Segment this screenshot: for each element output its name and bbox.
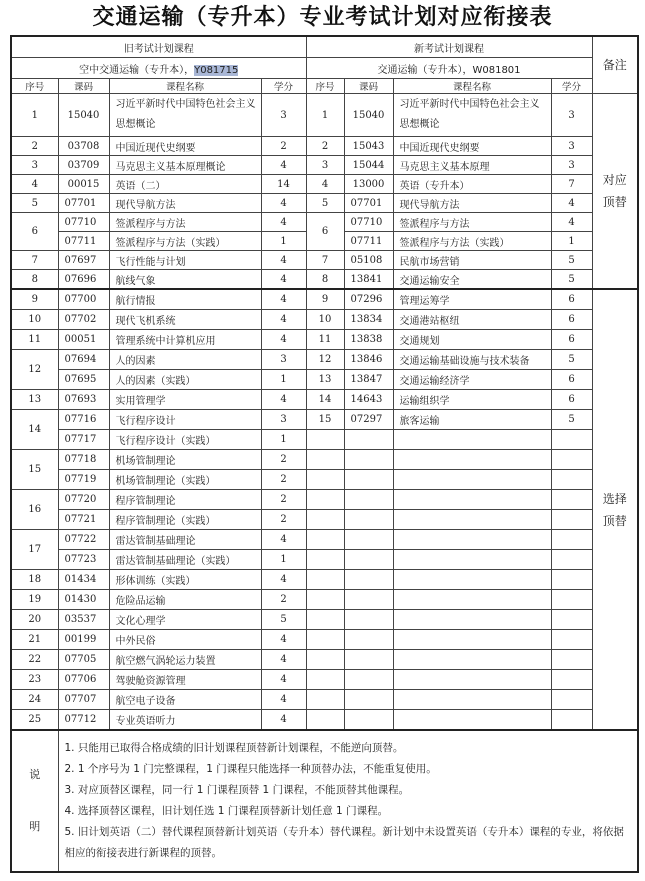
new-course-code: 13838 <box>344 330 393 350</box>
old-course-code: 07711 <box>58 232 109 251</box>
table-row <box>11 289 638 310</box>
new-course-credit: 3 <box>551 94 592 137</box>
note-item: 2. 1 个序号为 1 门完整课程，1 门课程只能选择一种顶替办法，不能重复使用。 <box>64 763 437 775</box>
table-row <box>11 137 638 156</box>
new-course-code: 07297 <box>344 410 393 430</box>
new-empty-cell <box>306 650 344 670</box>
new-empty-cell <box>393 510 551 530</box>
table-row <box>11 470 638 490</box>
new-empty-cell <box>551 650 592 670</box>
table-row <box>11 94 638 137</box>
old-major-name: 空中交通运输（专升本）， <box>79 64 195 76</box>
old-course-credit: 4 <box>261 270 306 290</box>
old-course-name: 现代导航方法 <box>109 194 261 213</box>
new-course-code: 07701 <box>344 194 393 213</box>
new-empty-cell <box>344 570 393 590</box>
old-course-credit: 3 <box>261 410 306 430</box>
old-course-name: 英语（二） <box>109 175 261 194</box>
new-course-code: 13847 <box>344 370 393 390</box>
table-row <box>11 490 638 510</box>
new-empty-cell <box>393 630 551 650</box>
new-course-name: 民航市场营销 <box>393 251 551 270</box>
new-course-credit: 6 <box>551 390 592 410</box>
old-course-code: 07716 <box>58 410 109 430</box>
table-row <box>11 194 638 213</box>
table-row <box>11 650 638 670</box>
col-seq: 序号 <box>11 79 58 94</box>
new-empty-cell <box>551 510 592 530</box>
new-course-credit: 7 <box>551 175 592 194</box>
new-empty-cell <box>393 610 551 630</box>
old-course-credit: 1 <box>261 370 306 390</box>
old-course-name: 签派程序与方法（实践） <box>109 232 261 251</box>
old-seq: 21 <box>11 630 58 650</box>
old-course-name: 程序管制理论（实践） <box>109 510 261 530</box>
new-empty-cell <box>344 610 393 630</box>
new-empty-cell <box>306 530 344 550</box>
new-course-name: 交通规划 <box>393 330 551 350</box>
note-item: 1. 只能用已取得合格成绩的旧计划课程顶替新计划课程，不能逆向顶替。 <box>64 742 404 754</box>
new-course-name: 英语（专升本） <box>393 175 551 194</box>
old-course-name: 程序管制理论 <box>109 490 261 510</box>
new-empty-cell <box>551 490 592 510</box>
new-course-name: 旅客运输 <box>393 410 551 430</box>
new-empty-cell <box>306 590 344 610</box>
old-course-name: 管理系统中计算机应用 <box>109 330 261 350</box>
new-seq: 9 <box>306 289 344 310</box>
new-empty-cell <box>344 630 393 650</box>
old-course-code: 07723 <box>58 550 109 570</box>
new-empty-cell <box>306 670 344 690</box>
old-course-name: 驾驶舱资源管理 <box>109 670 261 690</box>
old-course-name: 形体训练（实践） <box>109 570 261 590</box>
old-course-code: 01434 <box>58 570 109 590</box>
new-course-name: 交通港站枢纽 <box>393 310 551 330</box>
table-row <box>11 390 638 410</box>
table-row <box>11 350 638 370</box>
old-course-credit: 1 <box>261 430 306 450</box>
new-empty-cell <box>306 550 344 570</box>
old-course-name: 现代飞机系统 <box>109 310 261 330</box>
old-course-credit: 4 <box>261 530 306 550</box>
notes-content <box>58 730 638 872</box>
new-course-credit: 6 <box>551 310 592 330</box>
old-course-name: 实用管理学 <box>109 390 261 410</box>
old-course-name: 专业英语听力 <box>109 710 261 731</box>
old-course-code: 07706 <box>58 670 109 690</box>
new-empty-cell <box>306 690 344 710</box>
new-course-code: 15044 <box>344 156 393 175</box>
col-credit: 学分 <box>261 79 306 94</box>
old-course-credit: 4 <box>261 213 306 232</box>
old-course-credit: 4 <box>261 310 306 330</box>
old-course-credit: 3 <box>261 94 306 137</box>
old-course-credit: 4 <box>261 630 306 650</box>
new-empty-cell <box>344 430 393 450</box>
old-course-code: 07719 <box>58 470 109 490</box>
new-empty-cell <box>344 550 393 570</box>
new-empty-cell <box>551 550 592 570</box>
old-course-name: 雷达管制基础理论 <box>109 530 261 550</box>
new-course-credit: 1 <box>551 232 592 251</box>
old-course-name: 签派程序与方法 <box>109 213 261 232</box>
new-empty-cell <box>393 430 551 450</box>
old-course-name: 习近平新时代中国特色社会主义思想概论 <box>109 94 261 137</box>
col-code: 课码 <box>344 79 393 94</box>
new-empty-cell <box>551 610 592 630</box>
old-course-code: 07712 <box>58 710 109 731</box>
old-course-credit: 5 <box>261 610 306 630</box>
new-plan-header: 新考试计划课程 <box>306 36 592 58</box>
new-empty-cell <box>344 690 393 710</box>
old-seq: 20 <box>11 610 58 630</box>
old-course-credit: 2 <box>261 590 306 610</box>
old-seq: 14 <box>11 410 58 450</box>
new-seq: 5 <box>306 194 344 213</box>
new-empty-cell <box>551 590 592 610</box>
old-course-credit: 14 <box>261 175 306 194</box>
old-course-credit: 3 <box>261 350 306 370</box>
new-seq: 13 <box>306 370 344 390</box>
old-course-credit: 4 <box>261 650 306 670</box>
new-seq: 8 <box>306 270 344 290</box>
table-row <box>11 570 638 590</box>
new-empty-cell <box>393 530 551 550</box>
old-course-code: 00199 <box>58 630 109 650</box>
old-course-name: 中国近现代史纲要 <box>109 137 261 156</box>
old-course-credit: 2 <box>261 490 306 510</box>
new-empty-cell <box>551 690 592 710</box>
new-course-name: 交通运输安全 <box>393 270 551 290</box>
new-seq: 2 <box>306 137 344 156</box>
old-seq: 13 <box>11 390 58 410</box>
new-course-credit: 5 <box>551 270 592 290</box>
new-seq: 6 <box>306 213 344 251</box>
old-course-credit: 1 <box>261 232 306 251</box>
old-course-name: 航空燃气涡轮运力装置 <box>109 650 261 670</box>
old-course-code: 07700 <box>58 289 109 310</box>
table-row <box>11 270 638 290</box>
table-row <box>11 310 638 330</box>
old-course-credit: 4 <box>261 710 306 731</box>
new-empty-cell <box>551 570 592 590</box>
old-course-credit: 4 <box>261 670 306 690</box>
old-seq: 15 <box>11 450 58 490</box>
new-empty-cell <box>393 690 551 710</box>
old-course-code: 07696 <box>58 270 109 290</box>
new-course-credit: 4 <box>551 194 592 213</box>
old-course-code: 03709 <box>58 156 109 175</box>
old-course-code: 07717 <box>58 430 109 450</box>
new-course-credit: 5 <box>551 350 592 370</box>
new-major: 交通运输（专升本），W081801 <box>306 58 592 79</box>
old-course-code: 07710 <box>58 213 109 232</box>
old-course-name: 中外民俗 <box>109 630 261 650</box>
old-course-credit: 4 <box>261 289 306 310</box>
new-course-code: 15040 <box>344 94 393 137</box>
old-course-name: 飞行程序设计（实践） <box>109 430 261 450</box>
new-empty-cell <box>393 450 551 470</box>
old-plan-header: 旧考试计划课程 <box>11 36 306 58</box>
old-seq: 16 <box>11 490 58 530</box>
new-course-credit: 5 <box>551 410 592 430</box>
old-course-credit: 2 <box>261 450 306 470</box>
course-mapping-table <box>10 35 639 873</box>
old-seq: 9 <box>11 289 58 310</box>
old-seq: 5 <box>11 194 58 213</box>
old-seq: 19 <box>11 590 58 610</box>
new-course-name: 交通运输基础设施与技术装备 <box>393 350 551 370</box>
old-course-name: 飞行性能与计划 <box>109 251 261 270</box>
old-seq: 10 <box>11 310 58 330</box>
old-course-code: 07701 <box>58 194 109 213</box>
table-row <box>11 450 638 470</box>
new-empty-cell <box>344 490 393 510</box>
old-course-name: 航行情报 <box>109 289 261 310</box>
new-course-code: 07711 <box>344 232 393 251</box>
new-course-credit: 5 <box>551 251 592 270</box>
old-course-code: 07705 <box>58 650 109 670</box>
old-course-credit: 1 <box>261 550 306 570</box>
old-course-credit: 2 <box>261 137 306 156</box>
old-course-name: 危险品运输 <box>109 590 261 610</box>
new-course-name: 管理运筹学 <box>393 289 551 310</box>
new-empty-cell <box>393 670 551 690</box>
old-course-name: 人的因素（实践） <box>109 370 261 390</box>
new-seq: 15 <box>306 410 344 430</box>
old-course-name: 马克思主义基本原理概论 <box>109 156 261 175</box>
old-course-credit: 4 <box>261 330 306 350</box>
old-seq: 4 <box>11 175 58 194</box>
new-seq: 10 <box>306 310 344 330</box>
col-credit: 学分 <box>551 79 592 94</box>
old-course-code: 07720 <box>58 490 109 510</box>
table-row <box>11 610 638 630</box>
old-major <box>11 58 306 79</box>
new-empty-cell <box>551 430 592 450</box>
new-course-name: 习近平新时代中国特色社会主义思想概论 <box>393 94 551 137</box>
new-empty-cell <box>306 470 344 490</box>
new-course-name: 交通运输经济学 <box>393 370 551 390</box>
new-course-name: 现代导航方法 <box>393 194 551 213</box>
old-course-credit: 4 <box>261 690 306 710</box>
old-seq: 7 <box>11 251 58 270</box>
new-empty-cell <box>551 710 592 731</box>
old-seq: 25 <box>11 710 58 731</box>
old-course-code: 07702 <box>58 310 109 330</box>
new-course-code: 07296 <box>344 289 393 310</box>
old-seq: 17 <box>11 530 58 570</box>
new-empty-cell <box>306 490 344 510</box>
table-row <box>11 370 638 390</box>
new-course-code: 13846 <box>344 350 393 370</box>
old-seq: 18 <box>11 570 58 590</box>
new-course-code: 15043 <box>344 137 393 156</box>
old-course-code: 07721 <box>58 510 109 530</box>
remark-corresponding: 对应顶替 <box>592 94 638 290</box>
table-row <box>11 410 638 430</box>
old-course-code: 00051 <box>58 330 109 350</box>
remark-selective: 选择顶替 <box>592 289 638 730</box>
old-course-credit: 4 <box>261 390 306 410</box>
old-course-name: 雷达管制基础理论（实践） <box>109 550 261 570</box>
new-course-credit: 6 <box>551 289 592 310</box>
table-row <box>11 710 638 731</box>
new-empty-cell <box>393 650 551 670</box>
new-seq: 1 <box>306 94 344 137</box>
new-seq: 12 <box>306 350 344 370</box>
old-seq: 3 <box>11 156 58 175</box>
new-empty-cell <box>551 450 592 470</box>
new-empty-cell <box>306 630 344 650</box>
page-title: 交通运输（专升本）专业考试计划对应衔接表 <box>92 5 553 30</box>
new-empty-cell <box>344 670 393 690</box>
old-course-credit: 2 <box>261 470 306 490</box>
new-seq: 11 <box>306 330 344 350</box>
old-course-code: 15040 <box>58 94 109 137</box>
note-item: 5. 旧计划英语（二）替代课程顶替新计划英语（专升本）替代课程。新计划中未设置英语（专升本）课程的专业，将依据相应的衔接表进行新课程的顶替。 <box>64 826 624 859</box>
new-empty-cell <box>344 450 393 470</box>
old-course-credit: 2 <box>261 510 306 530</box>
table-row <box>11 590 638 610</box>
old-course-name: 文化心理学 <box>109 610 261 630</box>
old-course-credit: 4 <box>261 570 306 590</box>
new-empty-cell <box>344 510 393 530</box>
table-row <box>11 330 638 350</box>
old-seq: 24 <box>11 690 58 710</box>
new-seq: 7 <box>306 251 344 270</box>
new-seq: 14 <box>306 390 344 410</box>
old-course-code: 03708 <box>58 137 109 156</box>
new-seq: 4 <box>306 175 344 194</box>
new-empty-cell <box>393 550 551 570</box>
old-course-code: 01430 <box>58 590 109 610</box>
table-row <box>11 630 638 650</box>
old-course-name: 人的因素 <box>109 350 261 370</box>
new-course-credit: 6 <box>551 330 592 350</box>
new-empty-cell <box>306 510 344 530</box>
new-course-code: 07710 <box>344 213 393 232</box>
new-empty-cell <box>393 590 551 610</box>
table-row <box>11 530 638 550</box>
note-item: 4. 选择顶替区课程，旧计划任选 1 门课程顶替新计划任意 1 门课程。 <box>64 805 389 817</box>
table-row <box>11 175 638 194</box>
old-course-name: 航线气象 <box>109 270 261 290</box>
remark-header: 备注 <box>592 36 638 94</box>
old-seq: 11 <box>11 330 58 350</box>
old-seq: 12 <box>11 350 58 390</box>
new-empty-cell <box>344 650 393 670</box>
new-course-credit: 3 <box>551 156 592 175</box>
new-course-code: 05108 <box>344 251 393 270</box>
old-course-code: 07697 <box>58 251 109 270</box>
new-empty-cell <box>551 470 592 490</box>
old-seq: 6 <box>11 213 58 251</box>
new-empty-cell <box>393 490 551 510</box>
old-course-code: 03537 <box>58 610 109 630</box>
new-empty-cell <box>306 610 344 630</box>
col-seq: 序号 <box>306 79 344 94</box>
old-course-code: 07718 <box>58 450 109 470</box>
new-course-code: 13000 <box>344 175 393 194</box>
old-seq: 22 <box>11 650 58 670</box>
old-major-code: Y081715 <box>194 64 239 76</box>
new-course-name: 马克思主义基本原理 <box>393 156 551 175</box>
new-empty-cell <box>344 530 393 550</box>
new-course-code: 13834 <box>344 310 393 330</box>
new-empty-cell <box>306 450 344 470</box>
notes-row <box>11 730 638 872</box>
new-course-name: 签派程序与方法 <box>393 213 551 232</box>
new-course-credit: 4 <box>551 213 592 232</box>
old-course-code: 07707 <box>58 690 109 710</box>
new-empty-cell <box>306 710 344 731</box>
table-row <box>11 550 638 570</box>
old-course-code: 07693 <box>58 390 109 410</box>
old-seq: 2 <box>11 137 58 156</box>
table-row <box>11 430 638 450</box>
old-course-code: 00015 <box>58 175 109 194</box>
new-empty-cell <box>306 570 344 590</box>
old-course-name: 飞行程序设计 <box>109 410 261 430</box>
new-empty-cell <box>344 710 393 731</box>
new-course-name: 运输组织学 <box>393 390 551 410</box>
new-course-code: 13841 <box>344 270 393 290</box>
new-empty-cell <box>393 570 551 590</box>
old-course-name: 航空电子设备 <box>109 690 261 710</box>
old-course-credit: 4 <box>261 156 306 175</box>
new-course-credit: 3 <box>551 137 592 156</box>
new-empty-cell <box>551 630 592 650</box>
old-seq: 23 <box>11 670 58 690</box>
new-empty-cell <box>551 530 592 550</box>
new-empty-cell <box>344 590 393 610</box>
col-name: 课程名称 <box>109 79 261 94</box>
table-row <box>11 670 638 690</box>
new-seq: 3 <box>306 156 344 175</box>
table-row <box>11 251 638 270</box>
table-row <box>11 213 638 232</box>
old-course-code: 07722 <box>58 530 109 550</box>
table-row <box>11 690 638 710</box>
table-row <box>11 156 638 175</box>
new-course-code: 14643 <box>344 390 393 410</box>
new-empty-cell <box>306 430 344 450</box>
new-empty-cell <box>344 470 393 490</box>
old-course-credit: 4 <box>261 251 306 270</box>
old-course-code: 07695 <box>58 370 109 390</box>
notes-label: 说 明 <box>11 730 58 872</box>
new-empty-cell <box>551 670 592 690</box>
new-empty-cell <box>393 470 551 490</box>
old-course-name: 机场管制理论 <box>109 450 261 470</box>
table-row <box>11 510 638 530</box>
new-empty-cell <box>393 710 551 731</box>
old-course-code: 07694 <box>58 350 109 370</box>
old-course-name: 机场管制理论（实践） <box>109 470 261 490</box>
col-name: 课程名称 <box>393 79 551 94</box>
old-course-credit: 4 <box>261 194 306 213</box>
new-course-credit: 6 <box>551 370 592 390</box>
old-seq: 1 <box>11 94 58 137</box>
new-course-name: 签派程序与方法（实践） <box>393 232 551 251</box>
note-item: 3. 对应顶替区课程，同一行 1 门课程顶替 1 门课程，不能顶替其他课程。 <box>64 784 410 796</box>
old-seq: 8 <box>11 270 58 290</box>
new-course-name: 中国近现代史纲要 <box>393 137 551 156</box>
col-code: 课码 <box>58 79 109 94</box>
